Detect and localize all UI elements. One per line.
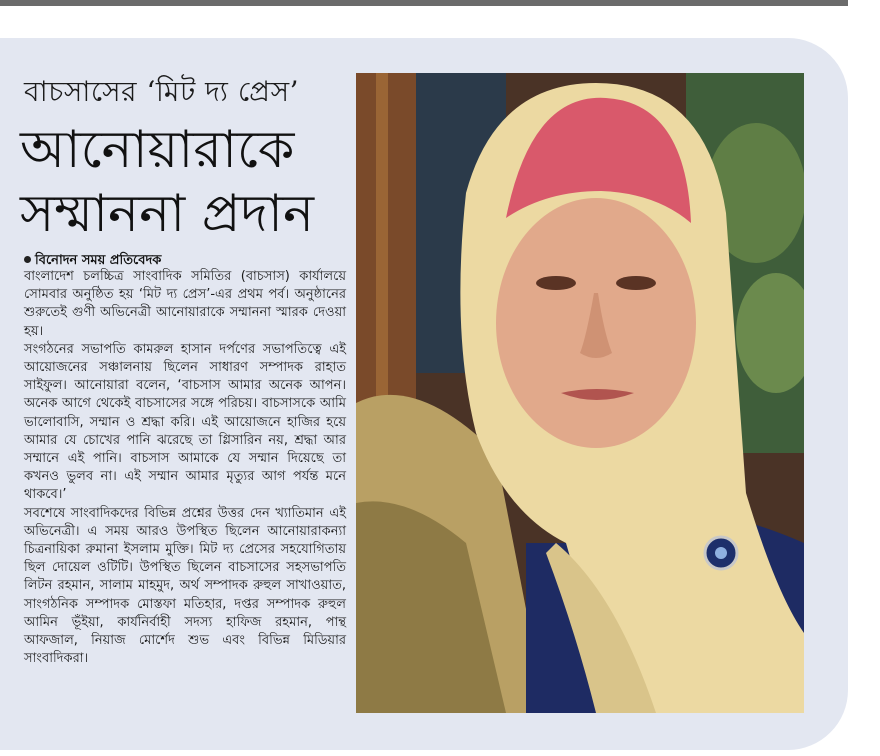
top-rule [0,0,848,6]
portrait-illustration [356,73,804,713]
paragraph-3: সবশেষে সাংবাদিকদের বিভিন্ন প্রশ্নের উত্তর দেন খ্যাতিমান এই অভিনেত্রী। এ সময় আরও উপস্থিত ছিলেন আনোয়ারাকন্যা চিত্রনায়িকা রুমানা ইসলাম মুক্তি। মিট দ্য প্রেসের সহযোগিতায় ছিল দোয়েল ওটিটি। উপস্থিত ছিলেন বাচসাসের সহসভাপতি লিটন রহমান, সালাম মাহমুদ, অর্থ সম্পাদক রুহুল সাখাওয়াত, সাংগঠনিক সম্পাদক মোস্তফা মতিহার, দপ্তর সম্পাদক রুহুল আমিন ভূঁইয়া, কার্যনির্বাহী সদস্য হাফিজ রহমান, পান্থ আফজাল, নিয়াজ মোর্শেদ শুভ এবং বিভিন্ন মিডিয়ার সাংবাদিকরা। [24,505,346,667]
article-kicker: বাচসাসের ‘মিট দ্য প্রেস’ [24,75,299,108]
headline-line-1: আনোয়ারাকে [20,120,295,180]
byline-text: বিনোদন সময় প্রতিবেদক [35,253,162,268]
paragraph-1: বাংলাদেশ চলচ্চিত্র সাংবাদিক সমিতির (বাচসাস) কার্যালয়ে সোমবার অনুষ্ঠিত হয় ‘মিট দ্য প্রেস’-এর প্রথম পর্ব। অনুষ্ঠানের শুরুতেই গুণী অভিনেত্রী আনোয়ারাকে সম্মাননা স্মারক দেওয়া হয়। [24,269,346,339]
paragraph-2: সংগঠনের সভাপতি কামরুল হাসান দর্পণের সভাপতিত্বে এই আয়োজনের সঞ্চালনায় ছিলেন সাধারণ সম্পাদক রাহাত সাইফুল। আনোয়ারা বলেন, ‘বাচসাস আমার অনেক আপন। অনেক আগে থেকেই বাচসাসের সঙ্গে পরিচয়। বাচসাসকে আমি ভালোবাসি, সম্মান ও শ্রদ্ধা করি। এই আয়োজনে হাজির হয়ে আমার যে চোখের পানি ঝরেছে তা গ্লিসারিন নয়, শ্রদ্ধা আর সম্মানে এই পানি। বাচসাস আমাকে যে সম্মান দিয়েছে তা কখনও ভুলব না। এই সম্মান আমার মৃত্যুর আগ পর্যন্ত মনে থাকবে।’ [24,341,346,503]
headline-line-2: সম্মাননা প্রদান [20,184,314,244]
article-body [24,268,346,668]
bullet-icon [24,256,31,263]
portrait-photo [356,73,804,713]
